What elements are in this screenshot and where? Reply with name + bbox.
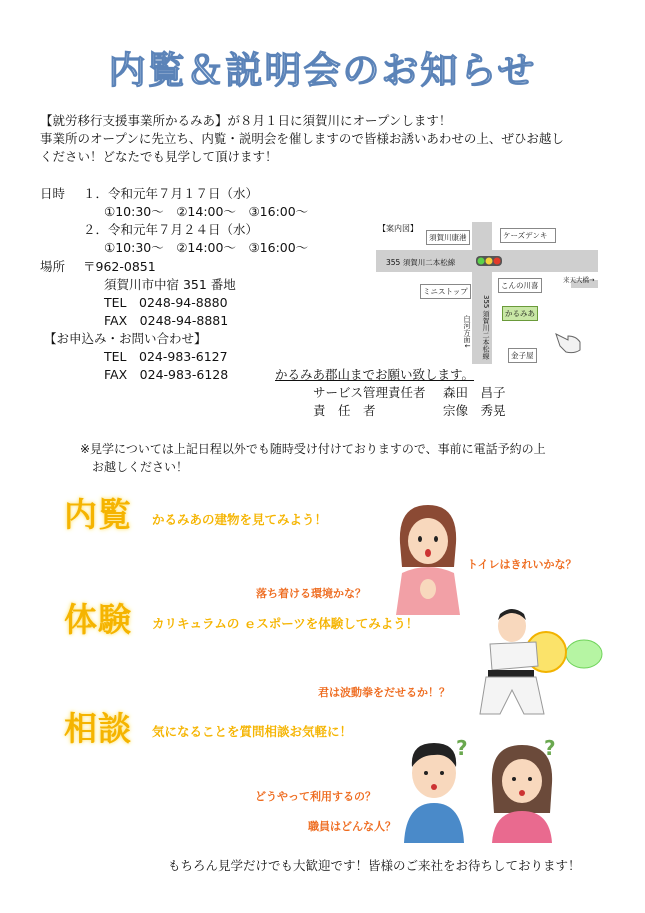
map-osaka: 来天大橋→ [563, 276, 595, 284]
svg-text:?: ? [456, 736, 468, 760]
map-route-355: 355 須賀川二本松線 [386, 258, 456, 267]
traffic-light-icon [476, 256, 502, 266]
staff-role-2: 責 任 者 [313, 403, 376, 418]
intro-line-1: 【就労移行支援事業所かるみあ】が８月１日に須賀川にオープンします！ [40, 113, 452, 128]
map-title: 【案内図】 [378, 224, 418, 233]
schedule-date-2: ２．令和元年７月２４日（水） [83, 222, 259, 237]
svg-text:?: ? [544, 736, 556, 760]
taiken-pre-note: 落ち着ける環境かな？ [256, 587, 366, 600]
place-fax: FAX 0248-94-8881 [104, 313, 229, 328]
staff-role-1: サービス管理責任者 [313, 385, 426, 400]
map-ministop: ミニストップ [420, 284, 471, 299]
taiken-note: 君は波動拳をだせるか！？ [318, 686, 450, 699]
schedule-date-1: １．令和元年７月１７日（水） [83, 186, 259, 201]
place-address: 須賀川市中宿 351 番地 [104, 277, 236, 292]
taiken-heading: 体験 [64, 600, 132, 639]
map-route-vertical: 355 須賀川二本松線 [482, 295, 490, 360]
schedule-times-2: ①10:30～ ②14:00～ ③16:00～ [104, 240, 309, 255]
place-tel: TEL 0248-94-8880 [104, 295, 228, 310]
schedule-label: 日時 [40, 186, 66, 201]
map-cases-denki: ケーズデンキ [500, 228, 556, 243]
remark-line-1: ※見学については上記日程以外でも随時受け付けておりますので、事前に電話予約の上 [80, 442, 546, 456]
naikan-subtext: かるみあの建物を見てみよう！ [152, 512, 328, 527]
soudan-heading: 相談 [64, 709, 132, 748]
place-label: 場所 [40, 259, 66, 274]
schedule-times-1: ①10:30～ ②14:00～ ③16:00～ [104, 204, 309, 219]
contact-heading: 【お申込み・お問い合わせ】 [44, 331, 207, 346]
map-shirakawa: 白河方面↓ [463, 315, 471, 349]
staff-name-1: 森田 昌子 [443, 385, 506, 400]
place-postal: 〒962-0851 [83, 259, 156, 274]
remark-line-2: お越しください！ [92, 460, 189, 474]
woman-surprised-illustration [392, 503, 464, 615]
map-kaneko: 金子屋 [508, 348, 537, 363]
footer-message: もちろん見学だけでも大歓迎です！皆様のご来社をお待ちしております！ [168, 858, 581, 873]
intro-line-2: 事業所のオープンに先立ち、内覧・説明会を催しますので皆様お誘いあわせの上、ぜひお越し [40, 131, 564, 146]
karate-fighter-illustration [466, 604, 608, 722]
naikan-heading: 内覧 [64, 495, 132, 534]
access-map [376, 222, 598, 364]
pointing-hand-icon [554, 328, 584, 354]
woman-confused-illustration [484, 733, 564, 843]
map-hotel: 須賀川康港 [426, 230, 470, 245]
page-title: 内覧＆説明会のお知らせ [108, 48, 537, 92]
staff-name-2: 宗像 秀晃 [443, 403, 506, 418]
contact-tel: TEL 024-983-6127 [104, 349, 228, 364]
intro-line-3: ください！どなたでも見学して頂けます！ [40, 149, 278, 164]
contact-fax: FAX 024-983-6128 [104, 367, 229, 382]
soudan-subtext: 気になることを質問相談お気軽に！ [152, 724, 353, 739]
taiken-subtext: カリキュラムの ｅスポーツを体験してみよう！ [152, 616, 419, 631]
naikan-note: トイレはきれいかな？ [467, 558, 577, 571]
map-konnoya: こんの川喜 [498, 278, 542, 293]
soudan-note-1: どうやって利用するの？ [255, 790, 376, 803]
contact-note: かるみあ郡山までお願い致します。 [275, 367, 475, 382]
man-confused-illustration [398, 733, 478, 843]
soudan-note-2: 職員はどんな人？ [308, 820, 396, 833]
map-karumia: かるみあ [502, 306, 538, 321]
